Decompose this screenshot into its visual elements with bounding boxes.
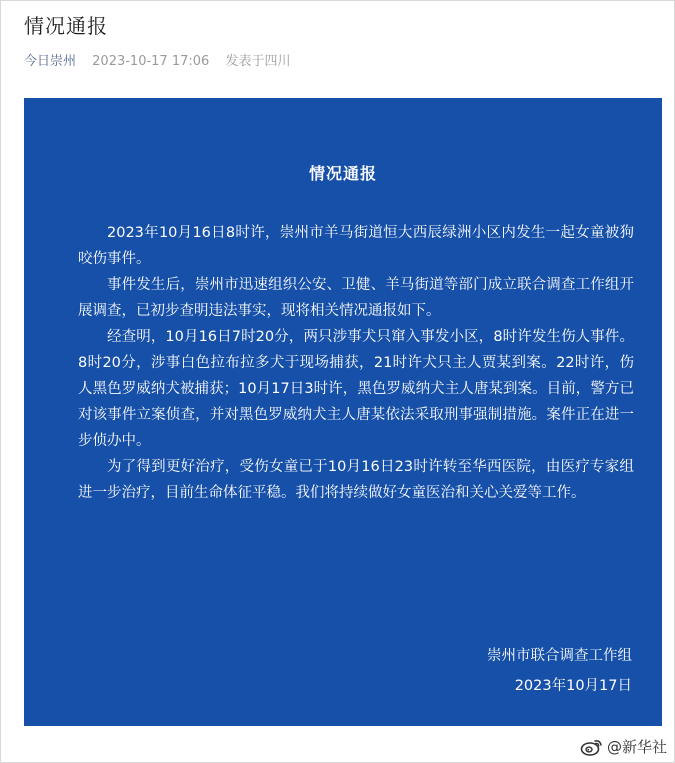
- notice-signature: [487, 641, 632, 701]
- publish-datetime: 2023-10-17 17:06: [92, 54, 210, 69]
- article-meta: [24, 50, 290, 69]
- notice-paragraph: 事件发生后，崇州市迅速组织公安、卫健、羊马街道等部门成立联合调查工作组开展调查，已初步查明违法事实，现将相关情况通报如下。: [78, 277, 634, 319]
- notice-paragraph: 2023年10月16日8时许，崇州市羊马街道恒大西辰绿洲小区内发生一起女童被狗咬伤事件。: [78, 225, 634, 267]
- notice-paragraph: 为了得到更好治疗，受伤女童已于10月16日23时许转至华西医院，由医疗专家组进一步治疗，目前生命体征平稳。我们将持续做好女童医治和关心关爱等工作。: [78, 459, 634, 501]
- article-title: 情况通报: [24, 14, 108, 38]
- notice-body: [78, 220, 634, 506]
- publish-location: 发表于四川: [225, 54, 291, 69]
- notice-paragraph: 经查明，10月16日7时20分，两只涉事犬只窜入事发小区，8时许发生伤人事件。8时20分，涉事白色拉布拉多犬于现场捕获，21时许犬只主人贾某到案。22时许，伤人黑色罗威纳犬被捕获；10月17日3时许，黑色罗威纳犬主人唐某到案。目前，警方已对该事件立案侦查，并对黑色罗威纳犬主人唐某依法采取刑事强制措施。案件正在进一步侦办中。: [78, 329, 634, 449]
- watermark-text: @新华社: [606, 738, 667, 756]
- watermark: [580, 736, 667, 757]
- notice-image: [24, 98, 662, 726]
- signature-date: 2023年10月17日: [514, 678, 632, 694]
- account-link[interactable]: 今日崇州: [24, 54, 77, 69]
- notice-heading: 情况通报: [308, 164, 377, 183]
- weibo-icon: [580, 738, 604, 756]
- signature-organization: 崇州市联合调查工作组: [487, 648, 632, 664]
